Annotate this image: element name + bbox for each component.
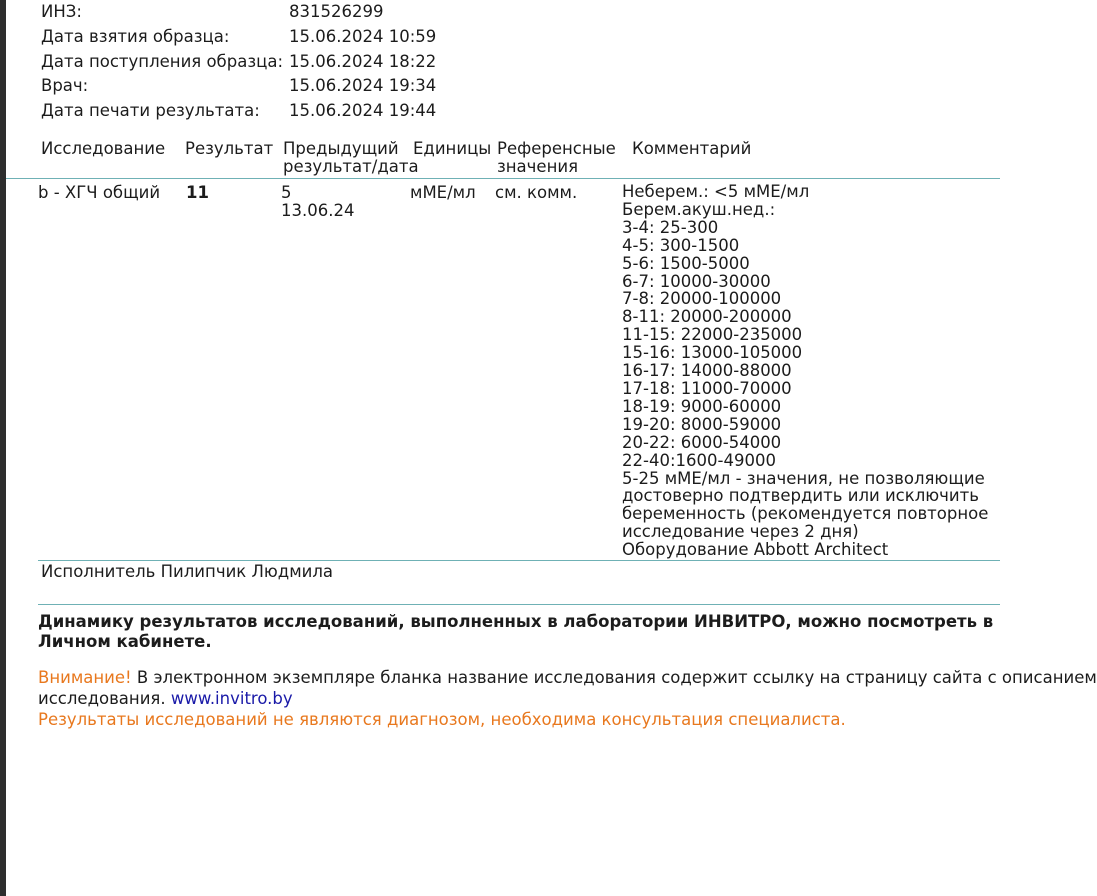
- comment-line: 5-25 мМЕ/мл - значения, не позволяющие: [622, 468, 985, 488]
- warning-text-2: исследования.: [38, 689, 171, 708]
- result-value: 11: [186, 183, 209, 202]
- header-previous: [283, 140, 419, 176]
- lab-report-page: [6, 0, 1097, 896]
- meta-receipt-date-label: Дата поступления образца:: [41, 52, 283, 71]
- comment-line: Оборудование Abbott Architect: [622, 540, 889, 560]
- header-divider: [6, 178, 1000, 179]
- warning-prefix: Внимание!: [38, 668, 132, 687]
- warning-line-2: [38, 688, 1097, 709]
- previous-result: [281, 184, 354, 220]
- comment-line: 18-19: 9000-60000: [622, 396, 782, 416]
- meta-doctor-label: Врач:: [41, 76, 89, 95]
- comment-line: достоверно подтвердить или исключить: [622, 486, 979, 506]
- meta-inz-value: 831526299: [289, 2, 384, 21]
- comment-line: 5-6: 1500-5000: [622, 253, 750, 273]
- comment-line: 20-22: 6000-54000: [622, 432, 782, 452]
- meta-print-date-value: 15.06.2024 19:44: [289, 101, 437, 120]
- comment-line: 16-17: 14000-88000: [622, 361, 792, 381]
- invitro-link[interactable]: www.invitro.by: [170, 689, 293, 708]
- comment-line: 4-5: 300-1500: [622, 235, 740, 255]
- comment-line: 8-11: 20000-200000: [622, 307, 792, 327]
- header-units: Единицы: [413, 139, 492, 158]
- header-previous-line1: Предыдущий: [283, 139, 399, 158]
- warning-text-1: В электронном экземпляре бланка название исследования содержит ссылку на страницу сайта с описанием: [131, 668, 1097, 687]
- comment-line: Неберем.: <5 мМЕ/мл: [622, 182, 810, 201]
- comment-line: 22-40:1600-49000: [622, 450, 776, 470]
- meta-doctor-value: 15.06.2024 19:34: [289, 76, 437, 95]
- section-divider: [38, 604, 1000, 605]
- warning-line-1: [38, 667, 1097, 688]
- comment-line: 6-7: 10000-30000: [622, 271, 771, 291]
- previous-result-value: 5: [281, 183, 292, 202]
- meta-sample-date-label: Дата взятия образца:: [41, 27, 230, 46]
- header-study: Исследование: [41, 139, 166, 158]
- row-divider: [38, 560, 1000, 561]
- comment-line: беременность (рекомендуется повторное: [622, 504, 989, 524]
- meta-sample-date-value: 15.06.2024 10:59: [289, 27, 437, 46]
- header-reference-line1: Референсные: [497, 139, 616, 158]
- comment-line: 17-18: 11000-70000: [622, 378, 792, 398]
- personal-account-notice: Динамику результатов исследований, выполненных в лаборатории ИНВИТРО, можно посмотреть в Личном кабинете.: [38, 612, 994, 651]
- header-comment: Комментарий: [632, 139, 752, 158]
- study-name-link[interactable]: b - ХГЧ общий: [38, 183, 161, 202]
- performer-text: Исполнитель Пилипчик Людмила: [41, 562, 334, 581]
- comment-line: 3-4: 25-300: [622, 217, 719, 237]
- comment-line: 7-8: 20000-100000: [622, 289, 782, 309]
- meta-inz-label: ИНЗ:: [41, 2, 82, 21]
- previous-result-date: 13.06.24: [281, 201, 355, 220]
- header-previous-line2: результат/дата: [283, 157, 419, 176]
- meta-receipt-date-value: 15.06.2024 18:22: [289, 52, 437, 71]
- reference-value: см. комм.: [495, 183, 578, 202]
- header-reference: [497, 140, 616, 176]
- comment-line: 11-15: 22000-235000: [622, 325, 803, 345]
- header-reference-line2: значения: [497, 157, 579, 176]
- comment-line: 19-20: 8000-59000: [622, 414, 782, 434]
- comment-line: исследование через 2 дня): [622, 522, 859, 542]
- header-result: Результат: [185, 139, 274, 158]
- disclaimer-text: Результаты исследований не являются диагнозом, необходима консультация специалиста.: [38, 710, 846, 729]
- units-value: мМЕ/мл: [410, 183, 476, 202]
- comment-list: [622, 183, 988, 559]
- comment-line: Берем.акуш.нед.:: [622, 199, 776, 219]
- warning-block: [38, 667, 1097, 730]
- comment-line: 15-16: 13000-105000: [622, 343, 803, 363]
- meta-print-date-label: Дата печати результата:: [41, 101, 260, 120]
